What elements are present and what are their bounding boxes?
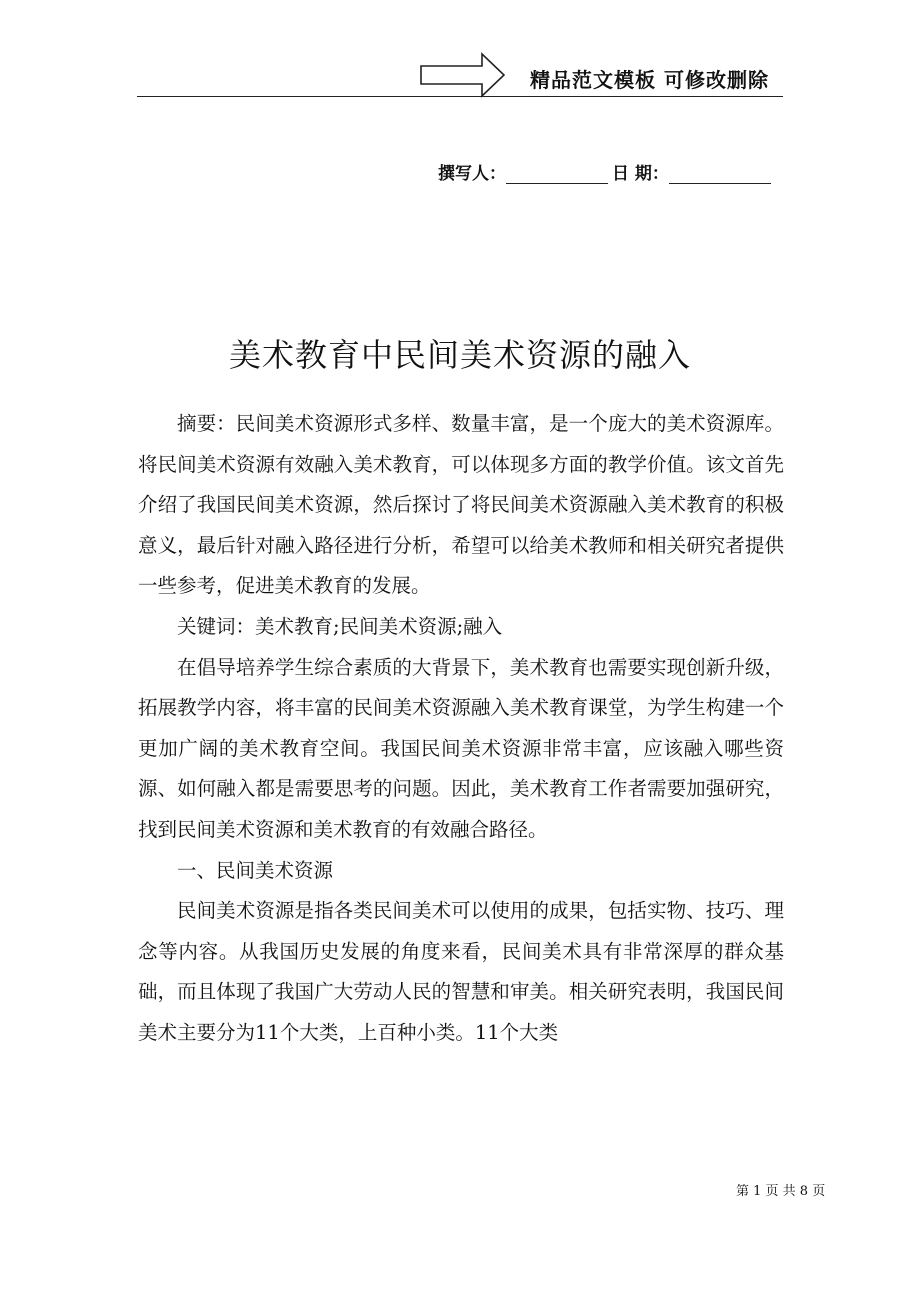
- intro-paragraph: 在倡导培养学生综合素质的大背景下，美术教育也需要实现创新升级，拓展教学内容，将丰富的民间美术资源融入美术教育课堂，为学生构建一个更加广阔的美术教育空间。我国民间美术资源非常丰富，应该融入哪些资源、如何融入都是需要思考的问题。因此，美术教育工作者需要加强研究，找到民间美术资源和美术教育的有效融合路径。: [138, 655, 784, 841]
- author-date-line: [438, 160, 771, 184]
- keywords-paragraph: 关键词：美术教育;民间美术资源;融入: [177, 614, 503, 638]
- section-heading: 一、民间美术资源: [177, 858, 334, 882]
- author-blank-field: [506, 163, 608, 184]
- document-body: [138, 404, 784, 1054]
- page-indicator: 第 1 页 共 8 页: [736, 1184, 826, 1199]
- header-banner-text: 精品范文模板 可修改删除: [530, 68, 769, 92]
- section-paragraph: 民间美术资源是指各类民间美术可以使用的成果，包括实物、技巧、理念等内容。从我国历史发展的角度来看，民间美术具有非常深厚的群众基础，而且体现了我国广大劳动人民的智慧和审美。相关研究表明，我国民间美术主要分为11个大类，上百种小类。11个大类: [138, 899, 784, 1044]
- date-label: 日 期：: [612, 164, 669, 184]
- abstract-paragraph: 摘要：民间美术资源形式多样、数量丰富，是一个庞大的美术资源库。将民间美术资源有效融入美术教育，可以体现多方面的教学价值。该文首先介绍了我国民间美术资源，然后探讨了将民间美术资源融入美术教育的积极意义，最后针对融入路径进行分析，希望可以给美术教师和相关研究者提供一些参考，促进美术教育的发展。: [138, 412, 784, 598]
- date-blank-field: [669, 163, 771, 184]
- author-label: 撰写人：: [438, 164, 506, 184]
- header-divider: [137, 96, 783, 97]
- arrow-icon: [420, 52, 506, 98]
- document-title: 美术教育中民间美术资源的融入: [228, 336, 691, 374]
